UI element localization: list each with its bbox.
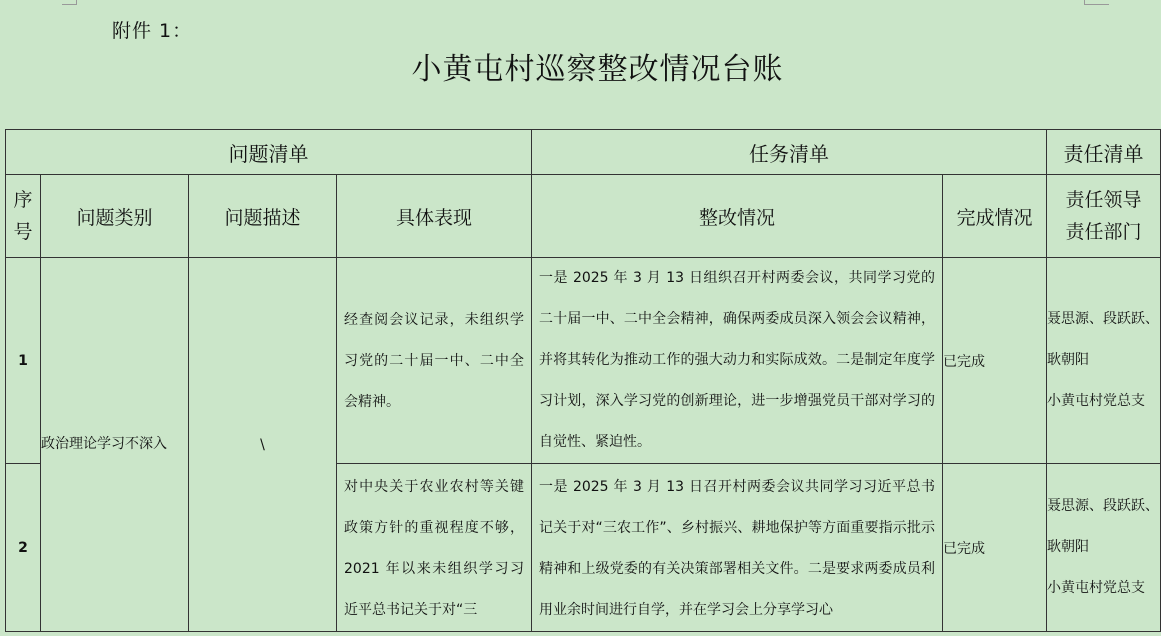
col-header-seq: 序号 [6, 175, 41, 258]
page-corner-mark-left [62, 0, 77, 5]
problem-category-cell: 政治理论学习不深入 [41, 258, 189, 632]
responsibility-cell [1047, 258, 1161, 464]
performance-cell [337, 258, 532, 464]
col-header-performance: 具体表现 [337, 175, 532, 258]
responsible-department: 小黄屯村党总支 [1047, 393, 1145, 409]
performance-text: 对中央关于农业农村等关键政策方针的重视程度不够，2021 年以来未组织学习习近平总书记关于对“三 [344, 479, 524, 618]
col-header-resp-dept: 责任部门 [1065, 221, 1142, 243]
performance-text: 经查阅会议记录，未组织学习党的二十届一中、二中全会精神。 [344, 312, 524, 410]
col-header-rectification: 整改情况 [532, 175, 943, 258]
col-header-description: 问题描述 [189, 175, 337, 258]
table-row [6, 258, 1161, 464]
col-header-resp-leader: 责任领导 [1065, 189, 1142, 211]
col-header-category: 问题类别 [41, 175, 189, 258]
rectification-text: 一是 2025 年 3 月 13 日召开村两委会议共同学习习近平总书记关于对“三农工作”、乡村振兴、耕地保护等方面重要指示批示精神和上级党委的有关决策部署相关文件。二是要求两委成员利用业余时间进行自学，并在学习会上分享学习心 [539, 479, 935, 618]
attachment-label: 附件 1： [112, 20, 193, 42]
group-header-task: 任务清单 [532, 130, 1047, 175]
rectification-ledger-table [5, 129, 1161, 632]
document-title: 小黄屯村巡察整改情况台账 [411, 52, 784, 87]
completion-status: 已完成 [943, 464, 1047, 632]
responsible-leaders: 聂思源、段跃跃、耿朝阳 [1047, 311, 1159, 368]
responsibility-cell [1047, 464, 1161, 632]
row-seq: 2 [6, 464, 41, 632]
group-header-responsibility: 责任清单 [1047, 130, 1161, 175]
responsible-leaders: 聂思源、段跃跃、耿朝阳 [1047, 498, 1159, 555]
rectification-text: 一是 2025 年 3 月 13 日组织召开村两委会议，共同学习党的二十届一中、二中全会精神，确保两委成员深入领会会议精神，并将其转化为推动工作的强大动力和实际成效。二是制定年度学习计划，深入学习党的创新理论，进一步增强党员干部对学习的自觉性、紧迫性。 [539, 270, 935, 450]
rectification-cell [532, 258, 943, 464]
col-header-responsibility [1047, 175, 1161, 258]
col-header-completion: 完成情况 [943, 175, 1047, 258]
row-seq: 1 [6, 258, 41, 464]
page-corner-mark-right [1084, 0, 1109, 5]
group-header-problem: 问题清单 [6, 130, 532, 175]
performance-cell [337, 464, 532, 632]
rectification-cell [532, 464, 943, 632]
column-header-row [6, 175, 1161, 258]
group-header-row [6, 130, 1161, 175]
completion-status: 已完成 [943, 258, 1047, 464]
problem-description-cell: \ [189, 258, 337, 632]
responsible-department: 小黄屯村党总支 [1047, 580, 1145, 596]
